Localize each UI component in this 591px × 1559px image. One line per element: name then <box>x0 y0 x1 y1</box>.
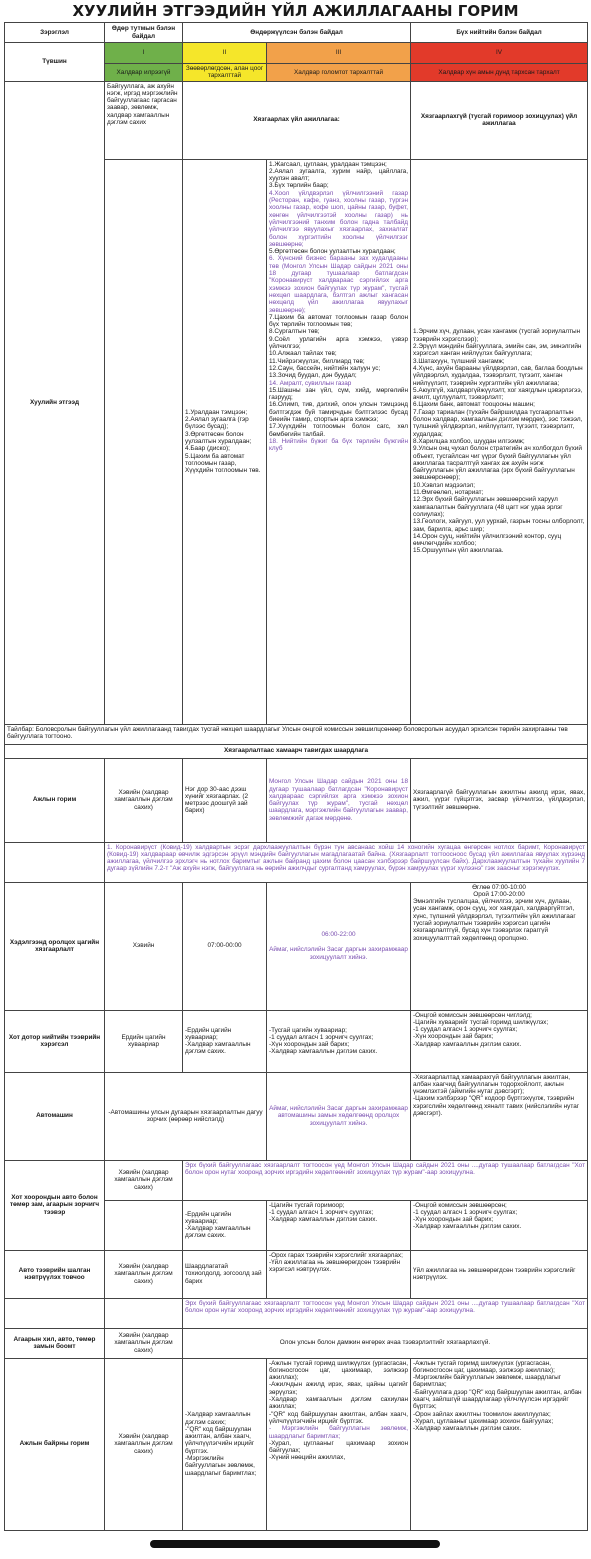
work-label: Ажлын горим <box>5 758 105 842</box>
list-item: -Үйл ажиллагаа нь зөвшөөрөгдсөн тээврийн хэрэгсэл нэвтрүүлэх. <box>269 1258 400 1274</box>
list-item: -Онцгой комиссын зөвшөөрсөн чиглэлд; <box>413 1011 532 1019</box>
city-traffic-level-3 <box>267 882 411 1010</box>
workplace-daily: Хэвийн (халдвар хамгааллын дэглэм сахих) <box>105 1358 183 1530</box>
list-item: -Халдвар хамгааллын дэглэм сахих. <box>185 1225 251 1240</box>
list-item: -Ажилчдын ажилд ирэх, явах, цайны цагийг зөрүүлэх; <box>269 1381 409 1396</box>
level-row <box>5 43 588 64</box>
list-item: 10.Хэвлэл мэдээлэл; <box>413 481 476 489</box>
cars-daily-level-2: -Автомашины улсын дугаарын хязгаарлалтын дагуу зорчих (өөрөөр нийслэлд) <box>105 1072 267 1160</box>
list-item: 16.Олимп, тив, дэлхий, олон улсын тэмцээнд бэлтгэгдэж буй тамирчдын бэлтгэлээс бусад биеийн тамир, спортын арга хэмжээ; <box>269 401 409 423</box>
list-item: -Цагийн хуваарийг тусгай горимд шилжүүлэх; <box>413 1018 549 1026</box>
intercity-daily: Хэвийн (халдвар хамгааллын дэглэм сахих) <box>105 1160 183 1200</box>
entity-label: Хуулийн этгээд <box>5 81 105 724</box>
checkpoint-daily: Хэвийн (халдвар хамгааллын дэглэм сахих) <box>105 1250 183 1298</box>
intercity-daily-empty <box>105 1200 183 1250</box>
level-3-desc: Халдвар голомтот тархалттай <box>267 64 411 82</box>
level-1-desc: Халдвар илрээгүй <box>105 64 183 82</box>
list-item: 12.Эрх бүхий байгууллагын зөвшөөрсний харуул хамгаалалтын байгууллага (48 цагт нэг удаа эрлэг солиулах); <box>413 496 563 518</box>
list-item: -Мэргэжлийн байгууллагын зөвлөмж, шаардлагыг баримтлах; <box>185 1455 257 1477</box>
checkpoint-label: Авто тээврийн шалган нэвтрүүлэх товчоо <box>5 1250 105 1298</box>
level-4: IV <box>411 43 588 64</box>
list-item: -"QR" код байршуулан ажилтан, албан хаагч, үйлчлүүлэгчийн ирцийг бүртгэх. <box>185 1425 255 1455</box>
list-item: -Халдвар хамгааллын дэглэм сахих. <box>413 1040 522 1048</box>
regime-table <box>4 22 588 1531</box>
page-title: ХУУЛИЙН ЭТГЭЭДИЙН ҮЙЛ АЖИЛЛАГААНЫ ГОРИМ <box>72 2 519 20</box>
list-item: 3.Бүх төрлийн баар; <box>269 182 329 190</box>
checkpoint-note: Эрх бүхий байгууллагаас хязгаарлалт тогтоосон үед Монгол Улсын Шадар сайдын 2021 оны ....дугаар тушаалаар батлагдсан "Хот болон орон нутаг хооронд зорчих иргэдийн хөдөлгөөнийг зохицуулах түр журам"-аар зохицуулна. <box>183 1298 588 1328</box>
work-note-row <box>5 842 588 882</box>
list-item: 14.Орон сууц, нийтийн үйлчилгээний контор, сууц өмчлөгчдийн холбоо; <box>413 532 562 548</box>
cars-level-4 <box>411 1072 588 1160</box>
list-item: -Хязгаарлалтад хамаарахгүй байгууллагын ажилтан, албан хаагчид байгууллагын тодорхойлолт, ажлын үнэмлэхтэй (аймгийн нутаг дэвсгэрт); <box>413 1073 571 1096</box>
list-item: -1 суудал алгасч 1 зорчигч суулгах; <box>413 1208 518 1216</box>
border-daily: Хэвийн (халдвар хамгааллын дэглэм сахих) <box>105 1328 183 1358</box>
list-item: 2.Эрүүл мэндийн байгууллага, эмийн сан, эм, эмнэлгийн хэрэгсэл ханган нийлүүлэх байгууллага; <box>413 343 582 358</box>
list-item: -Ердийн цагийн хуваариар; <box>185 1026 232 1041</box>
list-item: -Халдвар хамгааллын дэглэм сахих; <box>185 1411 251 1426</box>
workplace-level-4 <box>411 1358 588 1530</box>
checkpoint-note-empty <box>5 1298 105 1328</box>
list-item: 8.Харилцаа холбоо, шуудан илгээмж; <box>413 437 525 445</box>
public-transport-level-3 <box>267 1010 411 1072</box>
home-indicator-bar <box>150 1540 440 1548</box>
intercity-level-4 <box>411 1200 588 1250</box>
public-transport-row <box>5 1010 588 1072</box>
list-item: -Халдвар хамгааллын дэглэм сахиулан ажиллах; <box>269 1396 409 1411</box>
city-traffic-level-4 <box>411 882 588 1010</box>
activities-level-4 <box>411 159 588 724</box>
list-item: -Тусгай цагийн хуваариар; <box>269 1026 347 1034</box>
list-item: 4.Хүнс, ахуйн барааны үйлдвэрлэл, сав, баглаа боодлын үйлдвэрлэл, худалдаа, тээвэрлэлт, түгээлт, ханган нийлүүлэлт, тээврийн хүргэлтийн үйл ажиллагаа; <box>413 364 583 387</box>
intercity-level-2 <box>183 1200 267 1250</box>
list-item: -Хүн хоорондын зай барих; <box>269 1041 350 1049</box>
activities-level-2 <box>183 159 267 724</box>
note-row <box>5 724 588 744</box>
vaccination-note: 1. Коронавирүст (Ковид-19) халдвартын эсрэг дархлаажуулалтын бүрэн тун авсанаас хойш 14 хоногийн хугацаа өнгөрсөн нотлох баримт, Коронавирүст (Ковид-19) халдвараар өвчилж эдгэрсэн эрүүл мэндийн байгууллагын магадлагаатай байна. (Хязгаарлалт тогтоосноос бусад үйл ажиллагаа явуулах хүрээнд ажиллагаа, үйлчилгээ эрхлэгч нь нотлох баримтыг ажлын байранд цахим болон цаасан хэлбэрээр байршуулсан байх). Дархлаажуулалтын тухайн хуулийн 7 дугаар зүйлийн 7.2-т "Аж ахуйн нэгж, байгууллага нь өөрийн ажилчдыг сургалтанд хамруулах, бүрэн хамруулах үүрэг хүлээнэ" гэж заасныг хэрэгжүүлэх. <box>105 842 588 882</box>
header-full: Бүх нийтийн бэлэн байдал <box>411 23 588 43</box>
cars-level-3: Аймаг, нийслэлийн Засаг даргын захирамжаар автомашины замын хөдөлгөөнд оролцох зохицуулалт хийнэ. <box>267 1072 411 1160</box>
list-item: -Онцгой комиссын зөвшөөрсөн; <box>413 1201 507 1209</box>
border-label: Агаарын хил, авто, төмөр замын боомт <box>5 1328 105 1358</box>
list-item: -Хүн хоорондын зай барих; <box>413 1033 494 1041</box>
level-2: II <box>183 43 267 64</box>
entity-daily: Байгууллага, аж ахуйн нэгж, иргэд мэргэжлийн байгууллагаас гаргасан заавар, зөвлөмж, халдвар хамгааллын дэглэм сахих <box>105 81 183 159</box>
list-item: -Хурал, цуглааныг цахимаар зохион байгуулах; <box>269 1439 409 1455</box>
list-item: -Халдвар хамгааллын дэглэм сахих. <box>269 1048 378 1056</box>
level-label: Түвшин <box>5 43 105 82</box>
list-item: 1.Жагсаал, цуглаан, уралдаан тэмцээн; <box>269 160 387 168</box>
activity-item: 2.Аялал зугаалга (гэр бүлээс бусад); <box>185 416 249 431</box>
list-item: -"QR" код байршуулан ажилтан, албан хаагч, үйлчлүүлэгчийн ирцийг бүртгэх. <box>269 1410 409 1425</box>
list-item: -Мэргэжлийн байгууллагын зөвлөмж, шаардлагыг баримтлах; <box>413 1374 561 1389</box>
list-item: -Байгууллага дээр "QR" код байршуулан ажилтан, албан хаагч, зайлшгүй шаардлагаар үйлчлүүлсэн иргэдийг бүртгэх; <box>413 1388 582 1411</box>
checkpoint-level-3 <box>267 1250 411 1298</box>
level-4-desc: Халдвар хүн амын дунд тархсан тархалт <box>411 64 588 82</box>
city-traffic-note: Аймаг, нийслэлийн Засаг даргын захирамжаар зохицуулалт хийнэ. <box>269 946 408 961</box>
list-item: 11.Чийрэгжүүлэх, биллиард төв; <box>269 357 365 365</box>
public-transport-label: Хот дотор нийтийн тээврийн хэрэгсэл <box>5 1010 105 1072</box>
list-item: -Халдвар хамгааллын дэглэм сахих. <box>185 1041 251 1056</box>
list-item: 15.Оршуулгын үйл ажиллагаа. <box>413 547 504 555</box>
list-item: 11.Өмгөөлөл, нотариат; <box>413 489 484 497</box>
activity-item: 4.Баар (диско); <box>185 445 230 453</box>
header-elevated: Өндөржүүлсэн бэлэн байдал <box>183 23 411 43</box>
unrestricted-activities-heading: Хязгаарлахгүй (тусгай горимоор зохицуулах) үйл ажиллагаа <box>411 81 588 159</box>
public-transport-level-4 <box>411 1010 588 1072</box>
intercity-label: Хот хоорондын авто болон төмөр зам, агаарын зорчигч тээвэр <box>5 1160 105 1250</box>
evening-time: Орой 17:00-20:00 <box>473 890 525 898</box>
work-level-4: Хязгаарлагүй байгууллагын ажилтны ажилд ирэх, явах, ажил, үүрэг гүйцэтгэх, засвар үйлчилгээ, үйлдвэрлэл, түгээлтийг зөвшөөрнө. <box>411 758 588 842</box>
level-1: I <box>105 43 183 64</box>
list-item: 7.Газар тариалан (тухайн байршилдаа тусгаарлалтын болон халдвар, хамгааллын дэглэм мөрдөх), ээс тэжээл, түлшний үйлдвэрлэл, нийлүүлэлт, түгээлт, тээвэрлэлт, худалдаа; <box>413 408 583 438</box>
border-row <box>5 1328 588 1358</box>
checkpoint-level-4: Үйл ажиллагаа нь зөвшөөрөгдсөн тээврийн хэрэгслийг нэвтрүүлэх. <box>411 1250 588 1298</box>
workplace-level-3 <box>267 1358 411 1530</box>
city-traffic-row <box>5 882 588 1010</box>
list-item: 6.Цахим банк, автомат тооцооны машин; <box>413 401 535 409</box>
checkpoint-note-row <box>5 1298 588 1328</box>
list-item: -Халдвар хамгааллын дэглэм сахих. <box>413 1425 522 1433</box>
checkpoint-row <box>5 1250 588 1298</box>
list-item: 5.Өргөтгөсөн болон уулзалтын хуралдаан; <box>269 248 396 256</box>
level-2-desc: Зөөвөрлөгдсөн, алан цоог тархалттай <box>183 64 267 82</box>
public-transport-level-2 <box>183 1010 267 1072</box>
requirements-heading: Хязгаарлалтаас хамаарч тавигдах шаардлага <box>5 744 588 758</box>
activities-level-3 <box>267 159 411 724</box>
work-daily: Хэвийн (халдвар хамгааллын дэглэм сахих) <box>105 758 183 842</box>
intercity-row <box>5 1160 588 1200</box>
header-row <box>5 23 588 43</box>
list-item: -Цахим хэлбэрээр "QR" кодоор бүртгэхүүлж, тээврийн хэрэгслийн хөдөлгөөнд хяналт тавих (нийслэлийн нутаг дэвсгэрт). <box>413 1095 580 1118</box>
list-item: -1 суудал алгасч 1 зорчигч суулгах; <box>413 1026 518 1034</box>
list-item: -Халдвар хамгааллын дэглэм сахих. <box>269 1216 378 1224</box>
checkpoint-level-2: Шаардлагатай тохиолдолд, зогсоолд зай барих <box>183 1250 267 1298</box>
activity-item: 5.Цахим ба автомат тоглоомын газар, Хүүхдийн тоглоомын төв. <box>185 452 261 475</box>
education-note: Тайлбар: Боловсролын байгууллагын үйл ажиллагаанд тавигдах тусгай нөхцөл шаардлагыг Улсын онцгой комиссын зөвшилцсөнөөр боловсролын асуудал эрхэлсэн төрийн захиргааны төв байгууллага тогтооно. <box>5 724 588 744</box>
cars-row <box>5 1072 588 1160</box>
list-item: 7.Цахим ба автомат тоглоомын газар болон бүх төрлийн тоглоомын төв; <box>269 313 409 329</box>
list-item: 6. Хүнсний бизнес барааны зах худалдааны төв (Монгол Улсын Шадар сайдын 2021 оны 18 дугаар тушаалаар батлагдсан "Коронавирүст халдвараас сэргийлэх арга хэмжээ зохион байгуулах түр журам", тусгай нөхцөл шаардлага, бэлтгэл ажлыг хангасан нөхцөлд үйл ажиллагаа явуулахыг зөвшөөрнө); <box>269 255 409 314</box>
list-item: -Ажлын тусгай горимд шилжүүлэх (ургасгасан, богиносгосон цаг, цахимаар, ээлжээр ажиллах); <box>269 1359 409 1382</box>
city-traffic-time: 06:00-22:00 <box>321 931 356 939</box>
list-item: 4.Хоол үйлдвэрлэл үйлчилгээний газар (Ресторан, кафе, гуанз, хоолны газар, түргэн хоолны газар, кофе шоп, цайны газар, буфет, хөнгөн үйлчилгээтэй хоолны газар) нь үйлчилгээний танхим болон гадна талбайд үйлчилгээ явуулахыг хязгаарлах, захиалгат болон хүргэлтийн хоолны үйлчилгээг зөвшөөрнө; <box>269 189 409 248</box>
list-item: -1 суудал алгасч 1 зорчигч суулгах; <box>269 1208 374 1216</box>
list-item: -Хүн хоорондын зай барих; <box>413 1216 494 1224</box>
header-daily: Өдөр тутмын бэлэн байдал <box>105 23 183 43</box>
entity-row <box>5 81 588 159</box>
activity-item: 3.Өргөтгөсөн болон уулзалтын хуралдаан; <box>185 430 252 445</box>
public-transport-daily: Ердийн цагийн хуваариар <box>105 1010 183 1072</box>
work-level-2: Нэг дор 30-аас дээш хүнийг хязгаарлах. (2 метрээс доошгүй зай барих) <box>183 758 267 842</box>
activity-item: 1.Уралдаан тэмцээн; <box>185 408 248 416</box>
list-item: -Ердийн цагийн хуваариар; <box>185 1210 232 1225</box>
list-item: 12.Саун, бассейн, нийтийн халуун ус; <box>269 364 381 372</box>
work-row <box>5 758 588 842</box>
requirements-row <box>5 744 588 758</box>
restricted-activities-heading: Хязгаарлах үйл ажиллагаа: <box>183 81 411 159</box>
city-traffic-level-2: 07:00-00:00 <box>183 882 267 1010</box>
checkpoint-note-empty <box>105 1298 183 1328</box>
list-item: -Ажлын тусгай горимд шилжүүлэх (ургасгасан, богиносгосон цаг, цахимаар, ээлжээр ажиллах); <box>413 1359 555 1374</box>
activities-daily <box>105 159 183 724</box>
list-item: 2.Аялал зугаалга, хурим найр, цайллага, хуулэн авалт; <box>269 167 409 183</box>
header-degree: Зэрэглэл <box>5 23 105 43</box>
workplace-label: Ажлын байрны горим <box>5 1358 105 1530</box>
work-note-empty <box>5 842 105 882</box>
intercity-level-3 <box>267 1200 411 1250</box>
work-level-3: Монгол Улсын Шадар сайдын 2021 оны 18 дугаар тушаалаар батлагдсан "Коронавирүст халдвараас сэргийлэх арга хэмжээ зохион байгуулах түр журам", тусгай нөхцөл шаардлага, мэргэжлийн байгууллагын заавар, зөвлөмжийг дагаж мөрдөнө. <box>267 758 411 842</box>
list-item: -Орох гарах тээврийн хэрэгслийг хязгаарлах; <box>269 1251 403 1259</box>
workplace-level-2 <box>183 1358 267 1530</box>
list-item: 18. Нийтийн бүжиг ба бүх төрлийн бүжгийн клуб <box>269 437 409 453</box>
list-item: 3.Шатахуун, түлшний хангамж; <box>413 357 505 365</box>
level-3: III <box>267 43 411 64</box>
list-item: -Халдвар хамгааллын дэглэм сахих. <box>413 1223 522 1231</box>
workplace-row <box>5 1358 588 1530</box>
city-traffic-daily: Хэвийн <box>105 882 183 1010</box>
list-item: 15.Шашны зан үйл, сүм, хийд, мөргөлийн газрууд; <box>269 386 409 402</box>
list-item: 9.Улсын онц чухал болон стратегийн ач холбогдол бүхий объект, тусгайлсан чиг үүрэг бүхий байгууллагын үйл ажиллагаа тасралтгүй хангах аж ахуйн нэгж байгууллагын үйл ажиллагаа (эрх бүхий байгууллагын зөвшөөрснөөр); <box>413 445 582 482</box>
list-item: 13.Геологи, хайгуул, уул уурхай, газрын тосны олборлолт, зам, барилга, арьс шир; <box>413 518 585 533</box>
list-item: 5.Аюулгүй, халдваргүйжүүлэлт, хог хаягдлын цэвэрлэгээ, ачилт, цуглуулалт, тээвэрлэлт; <box>413 386 583 402</box>
list-item: -Орон зайлах ажилтны тоомилон ажиллуулах; <box>413 1410 551 1418</box>
list-item: 8.Сургалтын төв; <box>269 328 320 336</box>
list-item: 17.Хүүхдийн тоглоомын болон сагс, хөл бөмбөгийн талбай. <box>269 423 409 438</box>
list-item: 1.Эрчим хүч, дулаан, усан хангамж (тусгай зориулалтын тээврийн хэрэгслээр); <box>413 328 581 343</box>
list-item: 10.Алжаал тайлах төв; <box>269 350 337 358</box>
list-item: 13.Зочид буудал, дэн буудал; <box>269 372 357 380</box>
list-item: -1 суудал алгасч 1 зорчигч суулгах; <box>269 1033 374 1041</box>
morning-time: Өглөө 07:00-10:00 <box>472 883 526 891</box>
list-item: 14. Амралт, сувиллын газар <box>269 379 352 387</box>
city-traffic-label: Хэдэлгээнд оролцох цагийн хязгаарлалт <box>5 882 105 1010</box>
cars-label: Автомашин <box>5 1072 105 1160</box>
intercity-note: Эрх бүхий байгууллагаас хязгаарлалт тогтоосон үед Монгол Улсын Шадар сайдын 2021 оны ....дугаар тушаалаар батлагдсан "Хот болон орон нутаг хооронд зорчих иргэдийн хөдөлгөөнийг зохицуулах түр журам"-аар зохицуулна. <box>183 1160 588 1200</box>
list-item: -Хүний нөөцийн ажиллах, <box>269 1454 346 1462</box>
city-traffic-exceptions: Эмнэлгийн туслалцаа, үйлчилгээ, эрчим хүч, дулаан, усан хангамж, орон сууц, хог хаягдал, халдваргүйтгэл, хүнс, түлшний үйлдвэрлэл, түгээлтийн үйл ажиллагааг тусгай зориулалтын тээврийн хэрэгсэл цагийн хязгаарлалтгүй, бусад хүн тээвэрлэх гараггүй зохицуулалттай хөдөлгөөнд оролцоно. <box>413 898 576 942</box>
list-item: - Мэргэжлийн байгууллагын зөвлөмж, шаардлагыг баримтлах; <box>269 1425 409 1440</box>
border-levels: Олон улсын болон дамжин өнгөрөх ачаа тээвэрлэлтийг хязгаарлахгүй. <box>183 1328 588 1358</box>
list-item: -Хурал, цуглааныг цахимаар зохион байгуулах; <box>413 1417 554 1425</box>
list-item: -Цагийн тусгай горимоор; <box>269 1201 345 1209</box>
list-item: 9.Соёл урлагийн арга хэмжээ, үзвэр үйлчилгээ; <box>269 335 409 351</box>
